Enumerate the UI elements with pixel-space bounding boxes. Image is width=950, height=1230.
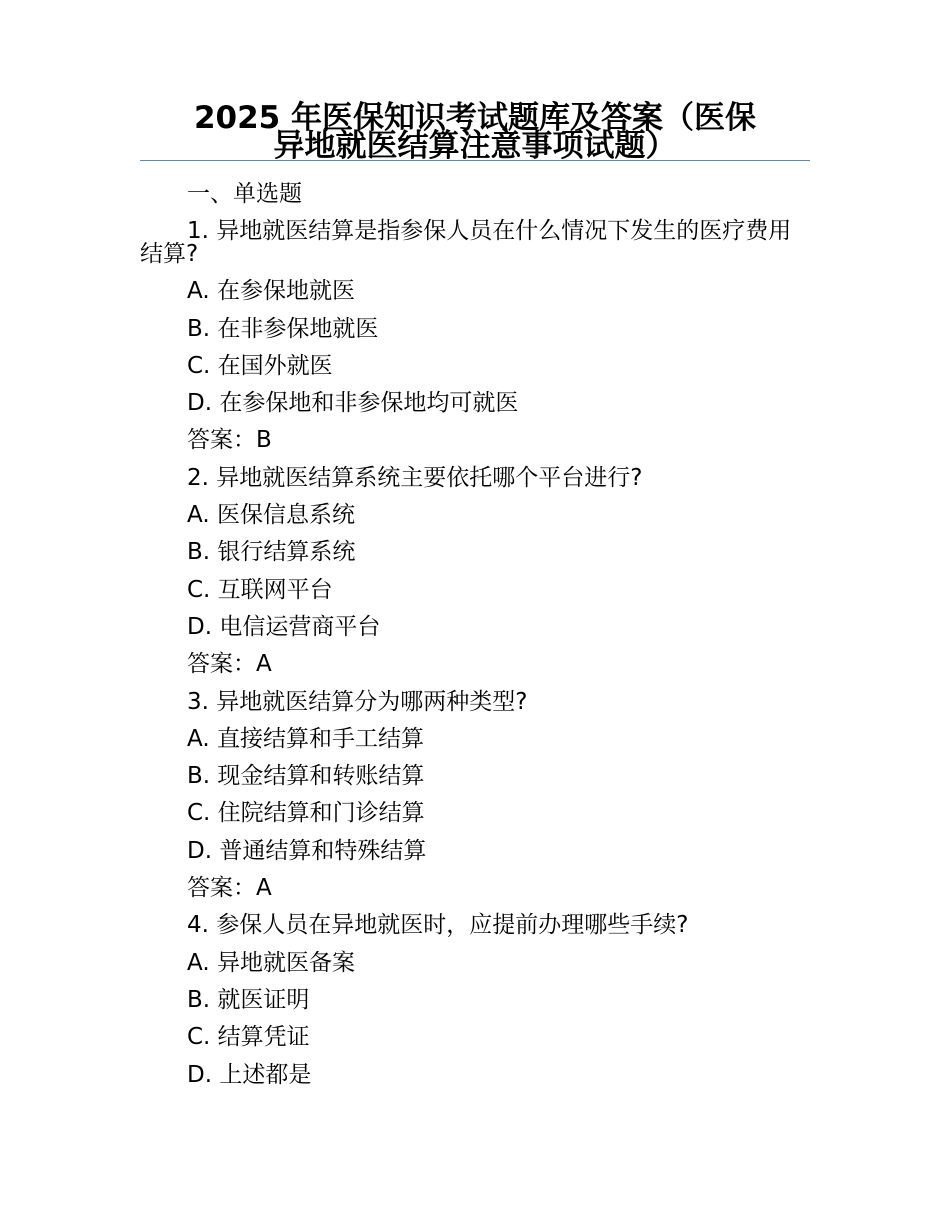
title-underline [140,160,810,161]
answer-3: 答案：A [187,875,272,902]
option-1b: B. 在非参保地就医 [187,315,379,342]
option-4c: C. 结算凭证 [187,1024,310,1051]
option-3d: D. 普通结算和特殊结算 [187,837,427,864]
option-4b: B. 就医证明 [187,986,310,1013]
option-4d: D. 上述都是 [187,1061,312,1088]
question-stem-1: 1. 异地就医结算是指参保人员在什么情况下发生的医疗费用结算? [140,218,792,268]
document-body [140,176,810,1094]
question-stem-2: 2. 异地就医结算系统主要依托哪个平台进行? [187,464,643,491]
section-heading: 一、单选题 [187,181,302,207]
option-1d: D. 在参保地和非参保地均可就医 [187,390,519,417]
option-1a: A. 在参保地就医 [187,278,355,305]
option-2b: B. 银行结算系统 [187,539,356,566]
title-line-1: 2025 年医保知识考试题库及答案（医保 [193,100,757,136]
option-3a: A. 直接结算和手工结算 [187,725,424,752]
option-1c: C. 在国外就医 [187,352,333,379]
option-4a: A. 异地就医备案 [187,949,355,976]
question-stem-4: 4. 参保人员在异地就医时，应提前办理哪些手续? [187,912,689,939]
title-line-2: 异地就医结算注意事项试题） [273,128,677,164]
question-stem-3: 3. 异地就医结算分为哪两种类型? [187,688,528,715]
option-3b: B. 现金结算和转账结算 [187,763,425,790]
option-2c: C. 互联网平台 [187,576,333,603]
document-title [140,100,810,164]
option-2a: A. 医保信息系统 [187,502,355,529]
answer-1: 答案：B [187,427,272,454]
option-2d: D. 电信运营商平台 [187,613,381,640]
answer-2: 答案：A [187,651,272,678]
option-3c: C. 住院结算和门诊结算 [187,800,425,827]
